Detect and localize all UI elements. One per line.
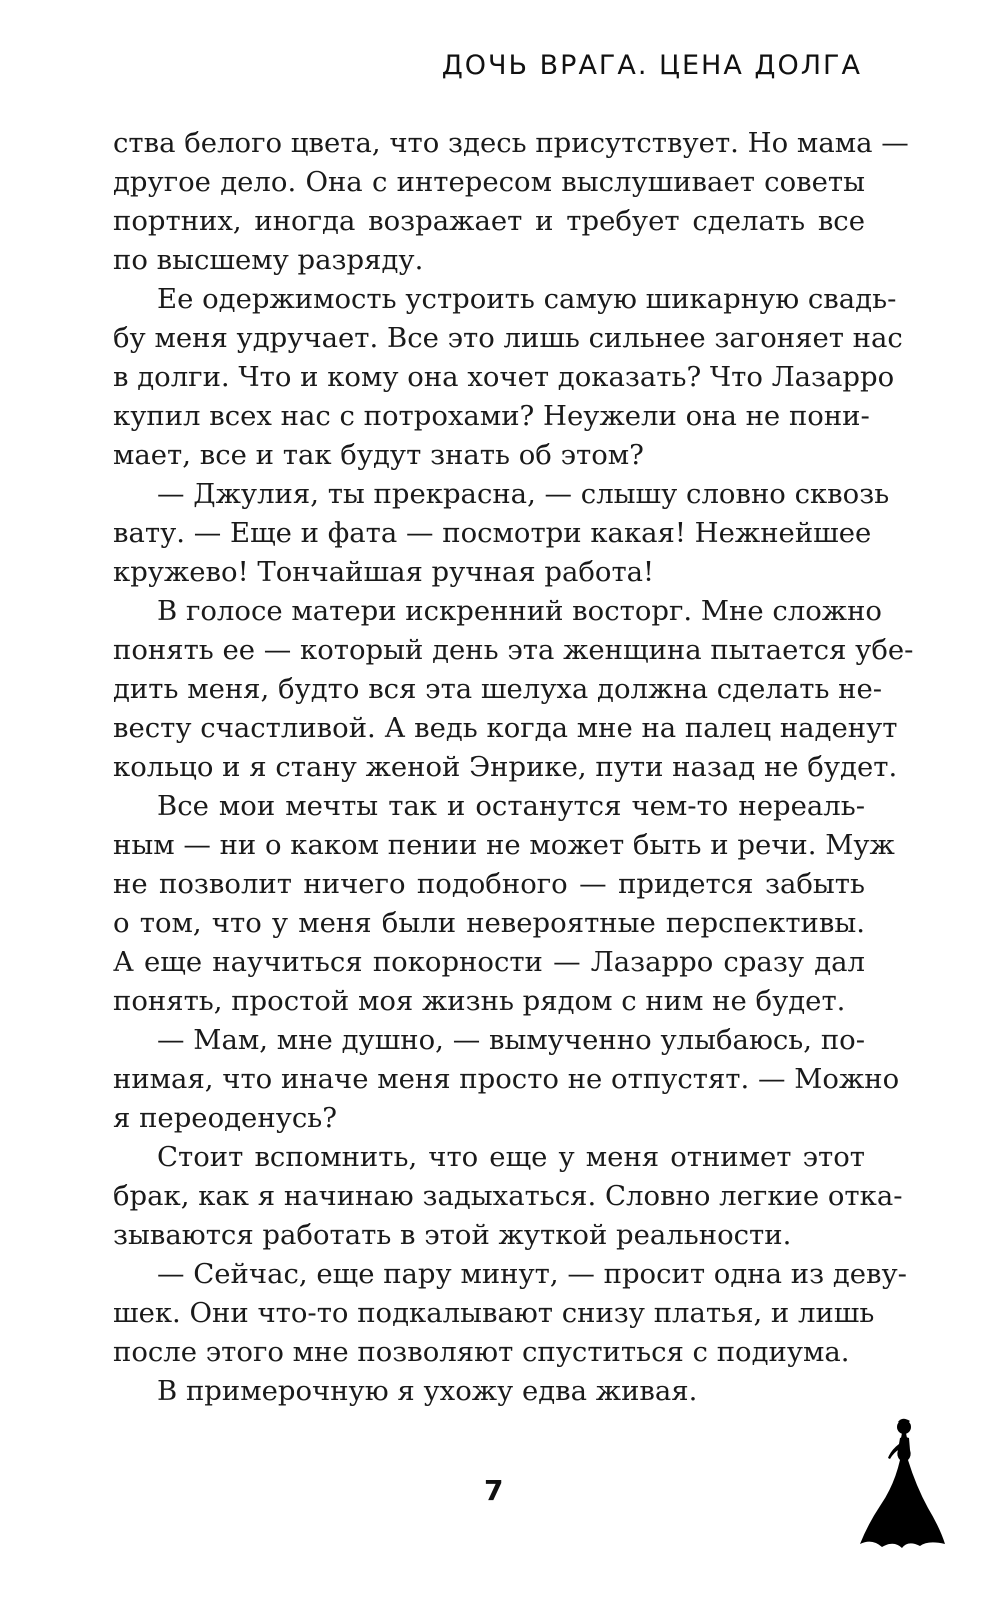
text-line: шек. Они что-то подкалывают снизу платья, и лишь (113, 1297, 875, 1329)
text-line: другое дело. Она с интересом выслушивает советы (113, 166, 865, 198)
page-number: 7 (484, 1474, 504, 1507)
text-line: — Мам, мне душно, — вымученно улыбаюсь, по- (157, 1024, 865, 1056)
text-line: нимая, что иначе меня просто не отпустят. — Можно (113, 1063, 900, 1095)
text-line: я переоденусь? (113, 1102, 337, 1134)
text-line: А еще научиться покорности — Лазарро сразу дал (113, 946, 865, 978)
text-line: по высшему разряду. (113, 244, 424, 276)
text-line: В примерочную я ухожу едва живая. (157, 1375, 698, 1407)
text-line: Стоит вспомнить, что еще у меня отнимет этот (157, 1141, 865, 1173)
text-line: вату. — Еще и фата — посмотри какая! Нежнейшее (113, 517, 872, 549)
text-line: дить меня, будто вся эта шелуха должна сделать не- (113, 673, 883, 705)
text-line: понять ее — который день эта женщина пытается убе- (113, 634, 914, 666)
woman-silhouette-icon (858, 1416, 946, 1551)
text-line: в долги. Что и кому она хочет доказать? Что Лазарро (113, 361, 895, 393)
text-line: кружево! Тончайшая ручная работа! (113, 556, 655, 588)
text-line: Все мои мечты так и останутся чем-то нереаль- (157, 790, 865, 822)
text-line: купил всех нас с потрохами? Неужели она не пони- (113, 400, 870, 432)
text-line: весту счастливой. А ведь когда мне на палец наденут (113, 712, 898, 744)
text-line: ным — ни о каком пении не может быть и речи. Муж (113, 829, 895, 861)
text-line: В голосе матери искренний восторг. Мне сложно (157, 595, 882, 627)
text-line: портних, иногда возражает и требует сделать все (113, 205, 865, 237)
text-line: мает, все и так будут знать об этом? (113, 439, 644, 471)
text-line: после этого мне позволяют спуститься с подиума. (113, 1336, 850, 1368)
text-line: бу меня удручает. Все это лишь сильнее загоняет нас (113, 322, 903, 354)
text-line: о том, что у меня были невероятные перспективы. (113, 907, 865, 939)
running-head-title: ДОЧЬ ВРАГА. ЦЕНА ДОЛГА (441, 50, 862, 81)
text-line: брак, как я начинаю задыхаться. Словно легкие отка- (113, 1180, 903, 1212)
text-line: — Джулия, ты прекрасна, — слышу словно сквозь (157, 478, 890, 510)
text-line: не позволит ничего подобного — придется забыть (113, 868, 865, 900)
body-text (113, 124, 914, 1411)
text-line: — Сейчас, еще пару минут, — просит одна из деву- (157, 1258, 907, 1290)
text-line: кольцо и я стану женой Энрике, пути назад не будет. (113, 751, 898, 783)
text-line: понять, простой моя жизнь рядом с ним не будет. (113, 985, 846, 1017)
text-line: зываются работать в этой жуткой реальности. (113, 1219, 792, 1251)
text-line: Ее одержимость устроить самую шикарную свадь- (157, 283, 897, 315)
text-line: ства белого цвета, что здесь присутствует. Но мама — (113, 127, 909, 159)
